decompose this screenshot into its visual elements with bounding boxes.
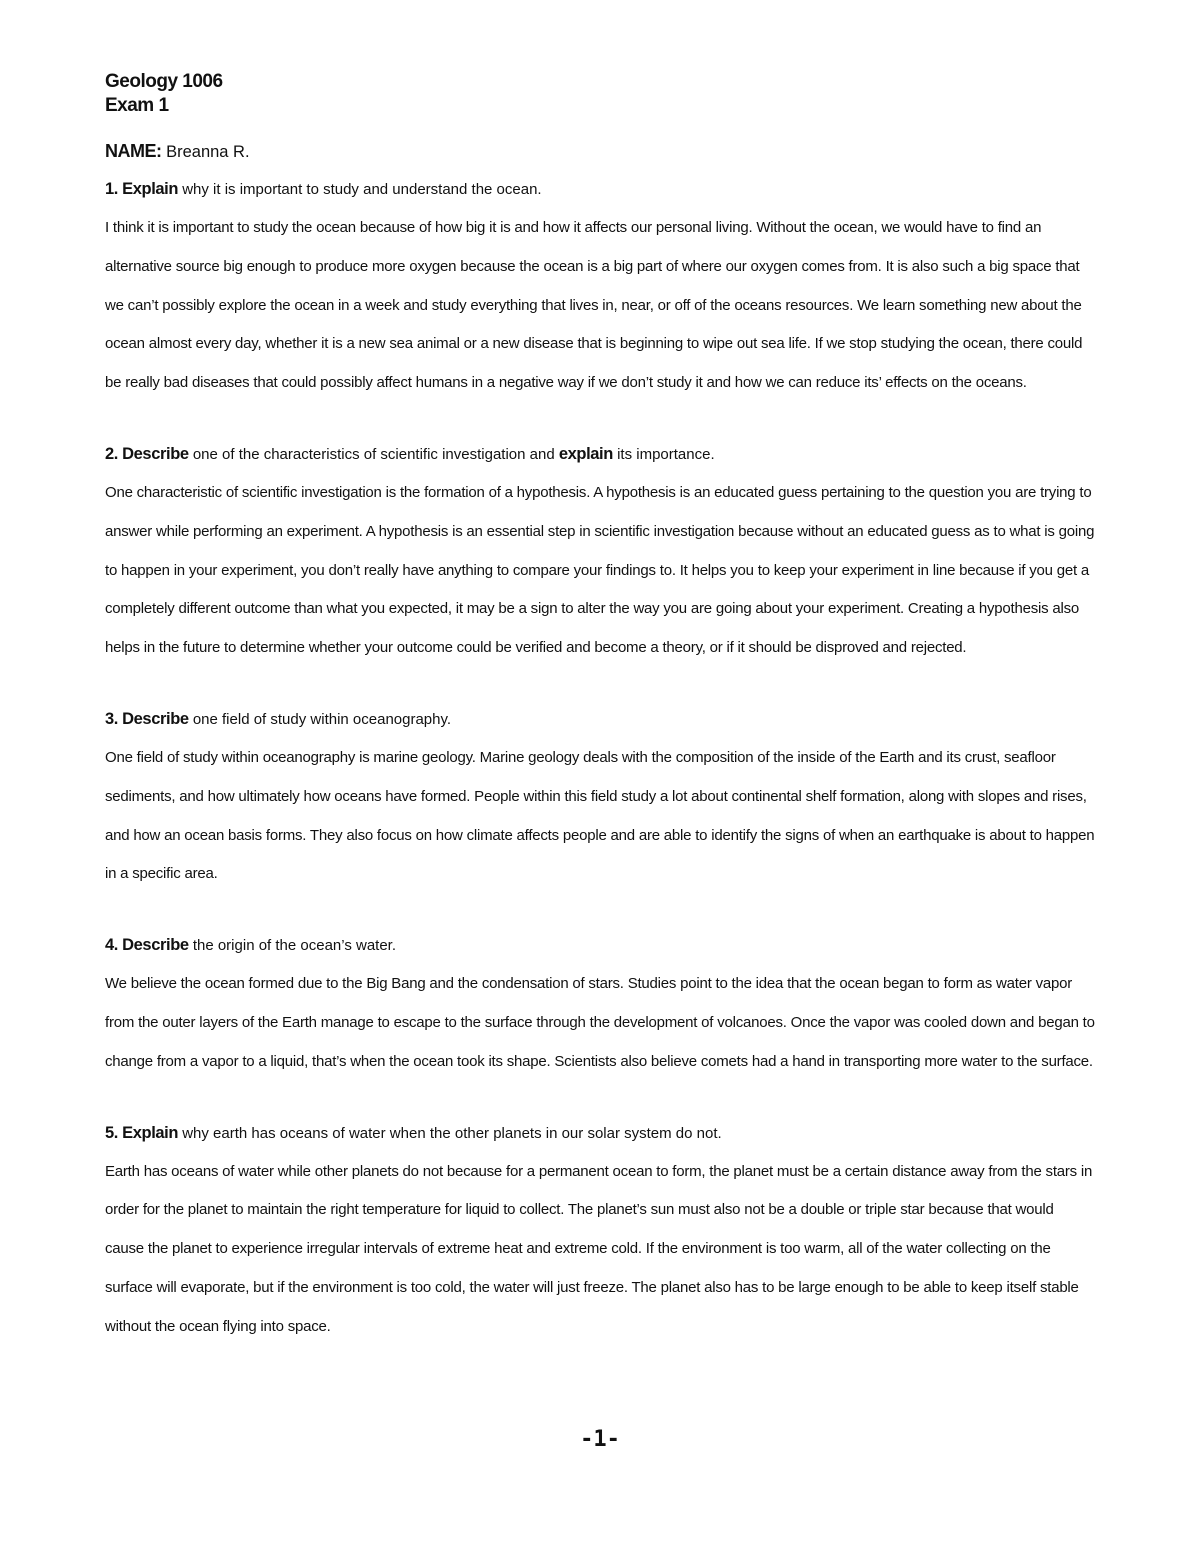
question-number: 5.	[105, 1123, 118, 1142]
exam-title: Exam 1	[105, 95, 169, 116]
answer-text: Earth has oceans of water while other planets do not because for a permanent ocean to form, the planet must be a certain distance away from the stars in order for the planet to maintain the right temperature for liquid to collect. The planet’s sun must also not be a double or triple star because that would cause the planet to experience irregular intervals of extreme heat and extreme cold. If the environment is too warm, all of the water collecting on the surface will evaporate, but if the environment is too cold, the water will just freeze. The planet also has to be large enough to be able to keep itself stable without the ocean flying into space.	[105, 1162, 1093, 1335]
question-prompt	[105, 700, 1095, 739]
page-number: -1-	[580, 1427, 620, 1452]
question-verb: Explain	[122, 1123, 179, 1142]
question-block-5	[105, 1114, 1095, 1347]
question-prompt	[105, 926, 1095, 965]
answer-text: One field of study within oceanography is marine geology. Marine geology deals with the composition of the inside of the Earth and its crust, seafloor sediments, and how ultimately how oceans have formed. People within this field study a lot about continental shelf formation, along with slopes and rises, and how an ocean basis forms. They also focus on how climate affects people and are able to identify the signs of when an earthquake is about to happen in a specific area.	[105, 748, 1095, 883]
question-text: one of the characteristics of scientific investigation and	[188, 445, 559, 463]
question-block-3	[105, 700, 1095, 894]
question-text: one field of study within oceanography.	[188, 710, 452, 728]
question-text-secondary: its importance.	[612, 445, 715, 463]
student-name: Breanna R.	[166, 143, 250, 161]
question-text: why earth has oceans of water when the other planets in our solar system do not.	[178, 1124, 722, 1142]
question-block-4	[105, 926, 1095, 1081]
answer-text: One characteristic of scientific investigation is the formation of a hypothesis. A hypothesis is an educated guess pertaining to the question you are trying to answer while performing an experiment. A hypothesis is an essential step in scientific investigation because without an educated guess as to what is going to happen in your experiment, you don’t really have anything to compare your findings to. It helps you to keep your experiment in line because if you get a completely different outcome than what you expected, it may be a sign to alter the way you are going about your experiment. Creating a hypothesis also helps in the future to determine whether your outcome could be verified and become a theory, or if it should be disproved and rejected.	[105, 483, 1095, 657]
course-title: Geology 1006	[105, 71, 223, 92]
question-block-1	[105, 170, 1095, 403]
question-number: 2.	[105, 444, 118, 463]
question-verb-secondary: explain	[558, 444, 613, 463]
student-name-row	[105, 139, 1095, 164]
question-number: 1.	[105, 180, 118, 198]
question-verb: Describe	[122, 936, 189, 955]
name-label: NAME:	[105, 141, 162, 161]
question-verb: Describe	[122, 444, 189, 463]
question-number: 4.	[105, 936, 118, 955]
question-prompt	[105, 170, 1095, 209]
question-prompt	[105, 435, 1095, 474]
question-prompt	[105, 1114, 1095, 1153]
answer-text: We believe the ocean formed due to the Big Bang and the condensation of stars. Studies point to the idea that the ocean began to form as water vapor from the outer layers of the Earth manage to escape to the surface through the development of volcanoes. Once the vapor was cooled down and began to change from a vapor to a liquid, that’s when the ocean took its shape. Scientists also believe comets had a hand in transporting more water to the surface.	[105, 975, 1095, 1070]
question-block-2	[105, 435, 1095, 668]
question-verb: Explain	[122, 180, 179, 198]
question-verb: Describe	[122, 709, 189, 728]
question-text: why it is important to study and understand the ocean.	[178, 181, 542, 198]
exam-page	[105, 70, 1095, 1347]
question-text: the origin of the ocean’s water.	[188, 937, 397, 955]
question-number: 3.	[105, 709, 118, 728]
answer-text: I think it is important to study the ocean because of how big it is and how it affects our personal living. Without the ocean, we would have to find an alternative source big enough to produce more oxygen because the ocean is a big part of where our oxygen comes from. It is also such a big space that we can’t possibly explore the ocean in a week and study everything that lives in, near, or off of the oceans resources. We learn something new about the ocean almost every day, whether it is a new sea animal or a new disease that is beginning to wipe out sea life. If we stop studying the ocean, there could be really bad diseases that could possibly affect humans in a negative way if we don’t study it and how we can reduce its’ effects on the oceans.	[105, 219, 1083, 392]
